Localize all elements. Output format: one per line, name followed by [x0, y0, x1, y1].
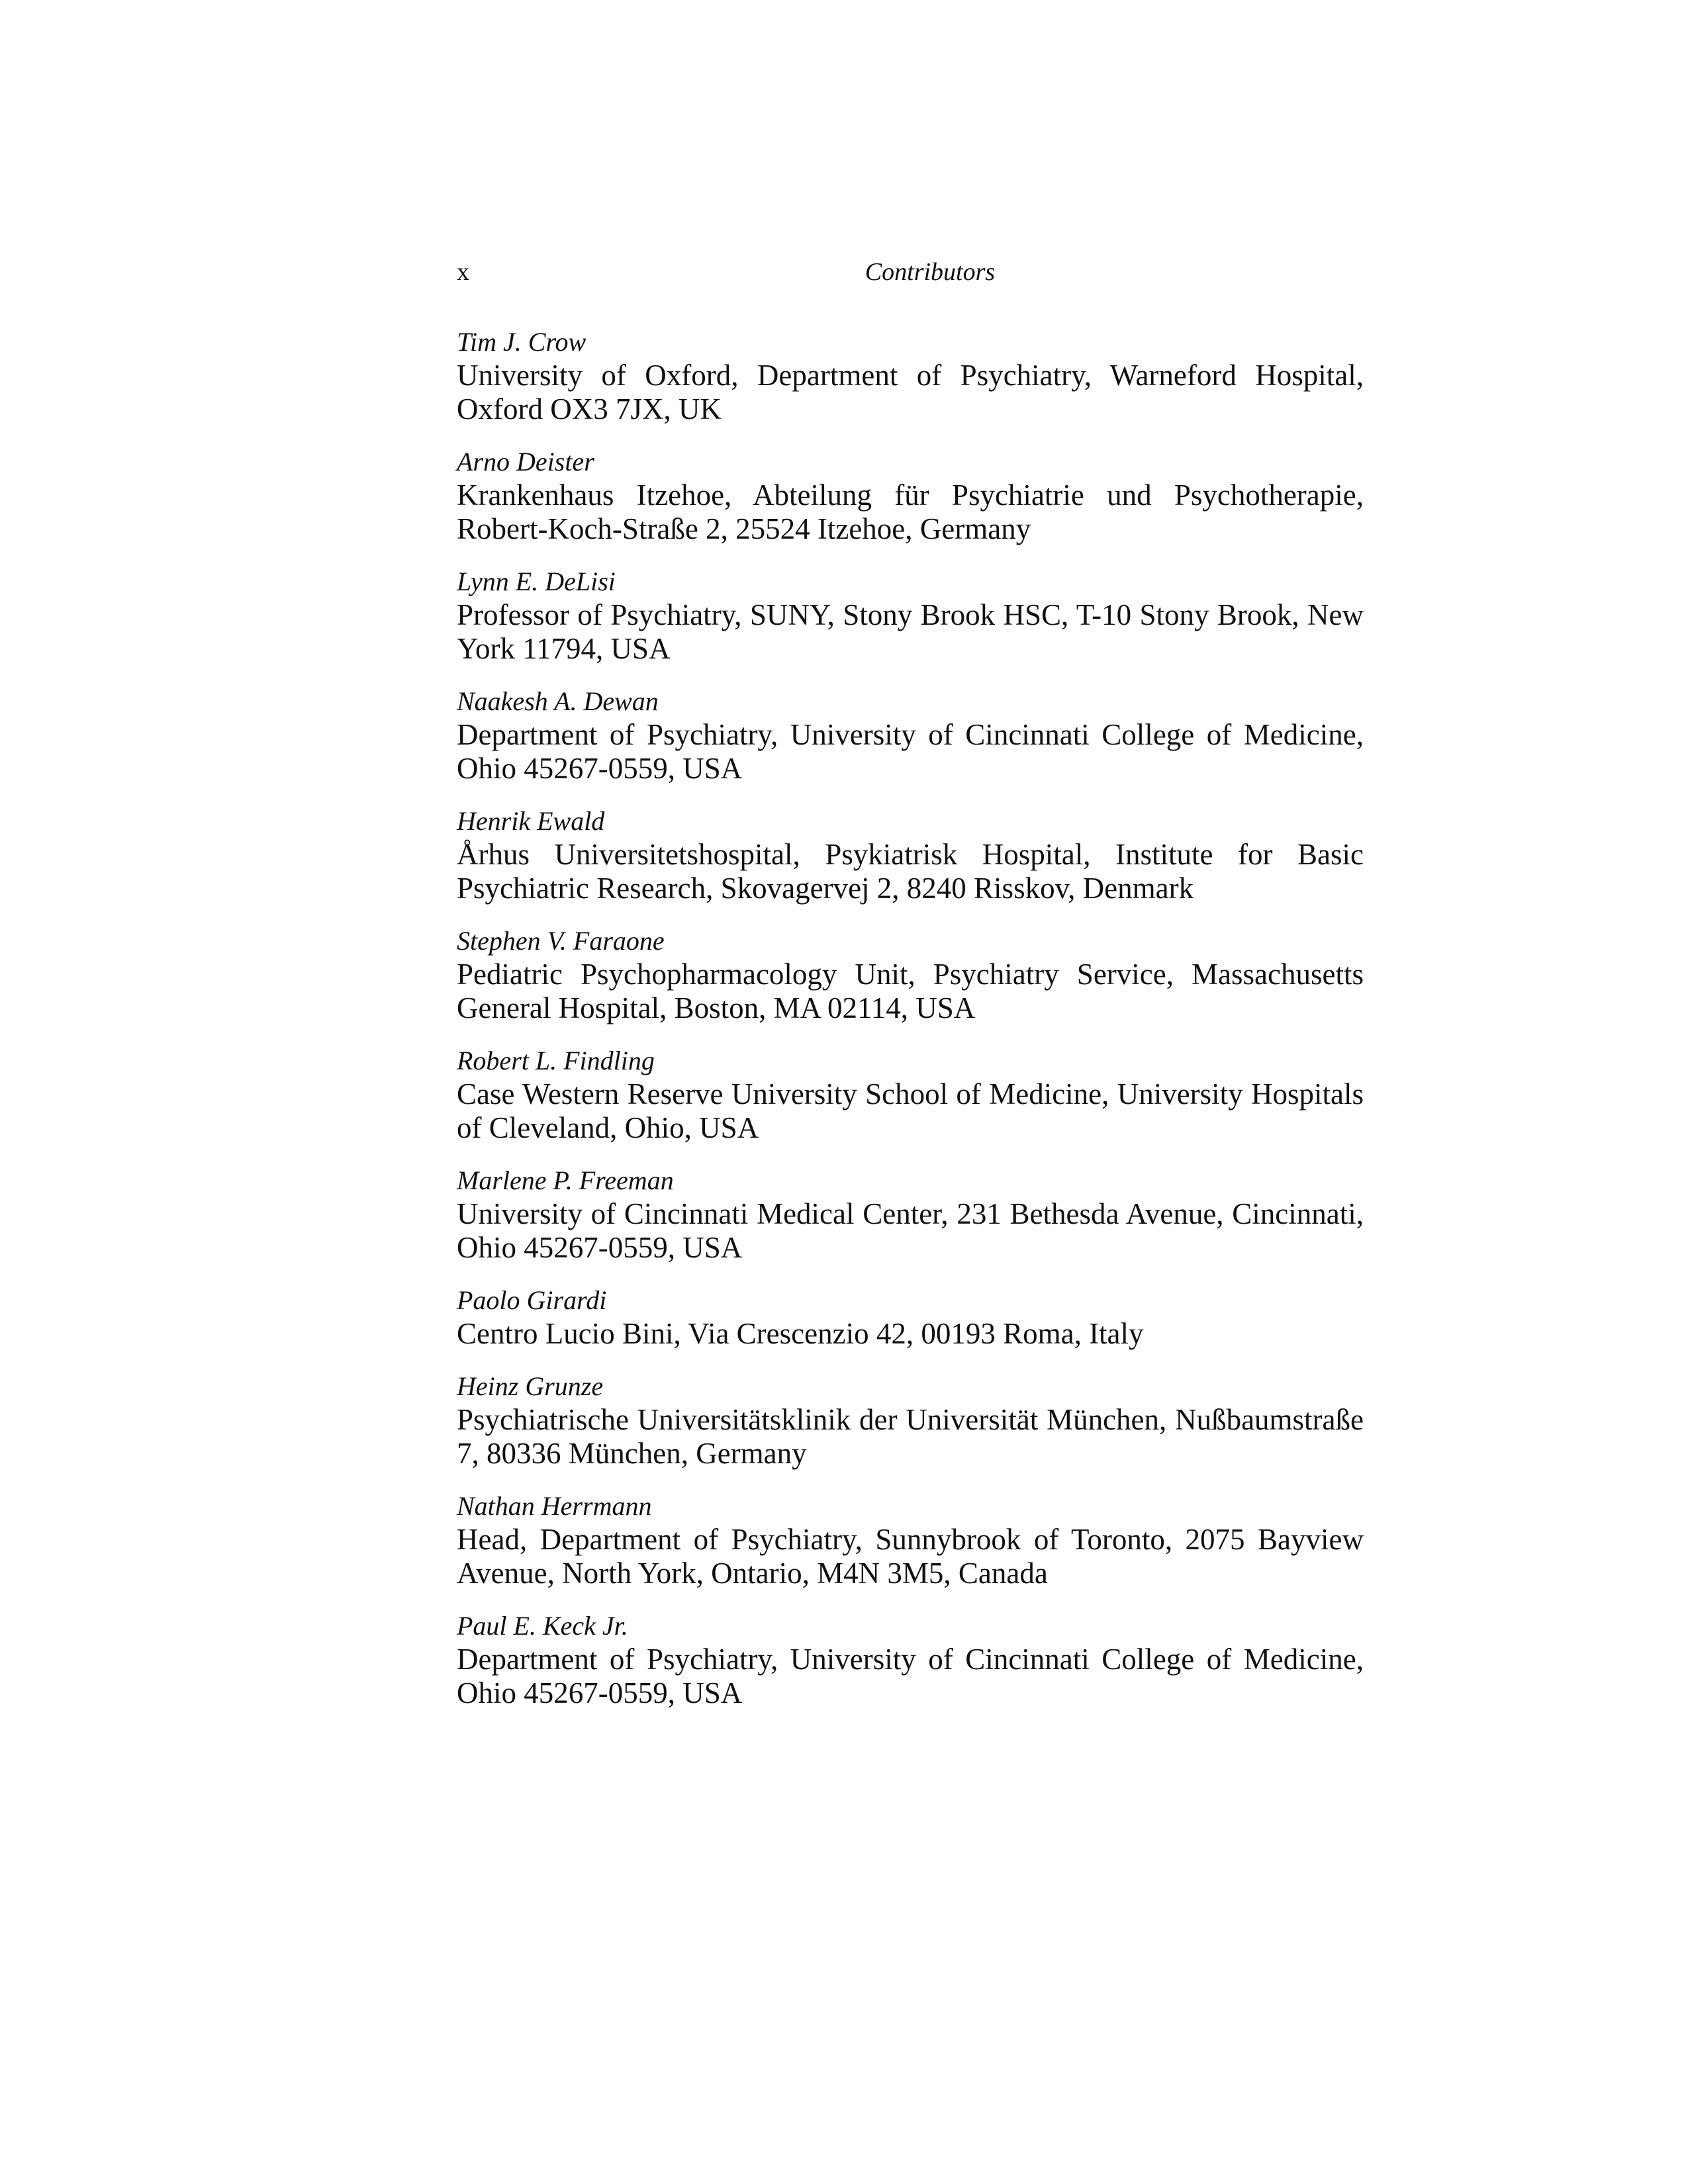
running-head — [457, 255, 1364, 289]
contributor-affiliation: Department of Psychiatry, University of Cincinnati College of Medicine, Ohio 45267-0559, USA — [457, 1643, 1364, 1709]
contributor-entry — [457, 1164, 1364, 1265]
contributor-entry — [457, 1490, 1364, 1590]
contributor-affiliation: University of Oxford, Department of Psychiatry, Warneford Hospital, Oxford OX3 7JX, UK — [457, 359, 1364, 426]
contributor-entry — [457, 445, 1364, 546]
contributor-name: Marlene P. Freeman — [457, 1165, 674, 1195]
contributor-entry — [457, 326, 1364, 426]
contributor-affiliation: Psychiatrische Universitätsklinik der Universität München, Nußbaumstraße 7, 80336 München, Germany — [457, 1403, 1364, 1470]
contributor-entry — [457, 1370, 1364, 1471]
section-title: Contributors — [865, 258, 996, 286]
contributor-name: Henrik Ewald — [457, 806, 605, 836]
contributor-entry — [457, 925, 1364, 1025]
contributor-entry — [457, 1044, 1364, 1145]
contributor-name: Paolo Girardi — [457, 1285, 607, 1315]
contributor-name: Lynn E. DeLisi — [457, 567, 616, 596]
contributor-name: Paul E. Keck Jr. — [457, 1611, 628, 1641]
contributor-affiliation: Århus Universitetshospital, Psykiatrisk Hospital, Institute for Basic Psychiatric Research, Skovagervej 2, 8240 Risskov, Denmark — [457, 838, 1364, 905]
contributor-affiliation: Head, Department of Psychiatry, Sunnybrook of Toronto, 2075 Bayview Avenue, North York, Ontario, M4N 3M5, Canada — [457, 1523, 1364, 1590]
contributor-affiliation: Pediatric Psychopharmacology Unit, Psychiatry Service, Massachusetts General Hospital, Boston, MA 02114, USA — [457, 958, 1364, 1024]
contributor-name: Naakesh A. Dewan — [457, 686, 659, 716]
contributor-entry — [457, 1284, 1364, 1351]
contributor-list — [457, 326, 1364, 1729]
contributor-affiliation: Department of Psychiatry, University of Cincinnati College of Medicine, Ohio 45267-0559, USA — [457, 718, 1364, 785]
contributor-entry — [457, 1610, 1364, 1710]
contributor-name: Arno Deister — [457, 447, 594, 477]
contributor-name: Nathan Herrmann — [457, 1491, 652, 1521]
contributor-name: Heinz Grunze — [457, 1371, 604, 1401]
contributor-entry — [457, 685, 1364, 786]
contributor-entry — [457, 805, 1364, 905]
contributor-name: Robert L. Findling — [457, 1046, 655, 1075]
contributor-affiliation: Case Western Reserve University School of Medicine, University Hospitals of Cleveland, Ohio, USA — [457, 1077, 1364, 1144]
contributor-name: Stephen V. Faraone — [457, 926, 665, 956]
contributor-affiliation: University of Cincinnati Medical Center, 231 Bethesda Avenue, Cincinnati, Ohio 45267-0559, USA — [457, 1197, 1364, 1264]
contributor-affiliation: Professor of Psychiatry, SUNY, Stony Brook HSC, T-10 Stony Brook, New York 11794, USA — [457, 598, 1364, 665]
contributor-entry — [457, 565, 1364, 666]
contributor-name: Tim J. Crow — [457, 327, 586, 357]
book-page — [457, 0, 1364, 2184]
page-number: x — [457, 258, 469, 286]
contributor-affiliation: Krankenhaus Itzehoe, Abteilung für Psychiatrie und Psychotherapie, Robert-Koch-Straße 2, 25524 Itzehoe, Germany — [457, 478, 1364, 545]
contributor-affiliation: Centro Lucio Bini, Via Crescenzio 42, 00193 Roma, Italy — [457, 1317, 1144, 1350]
